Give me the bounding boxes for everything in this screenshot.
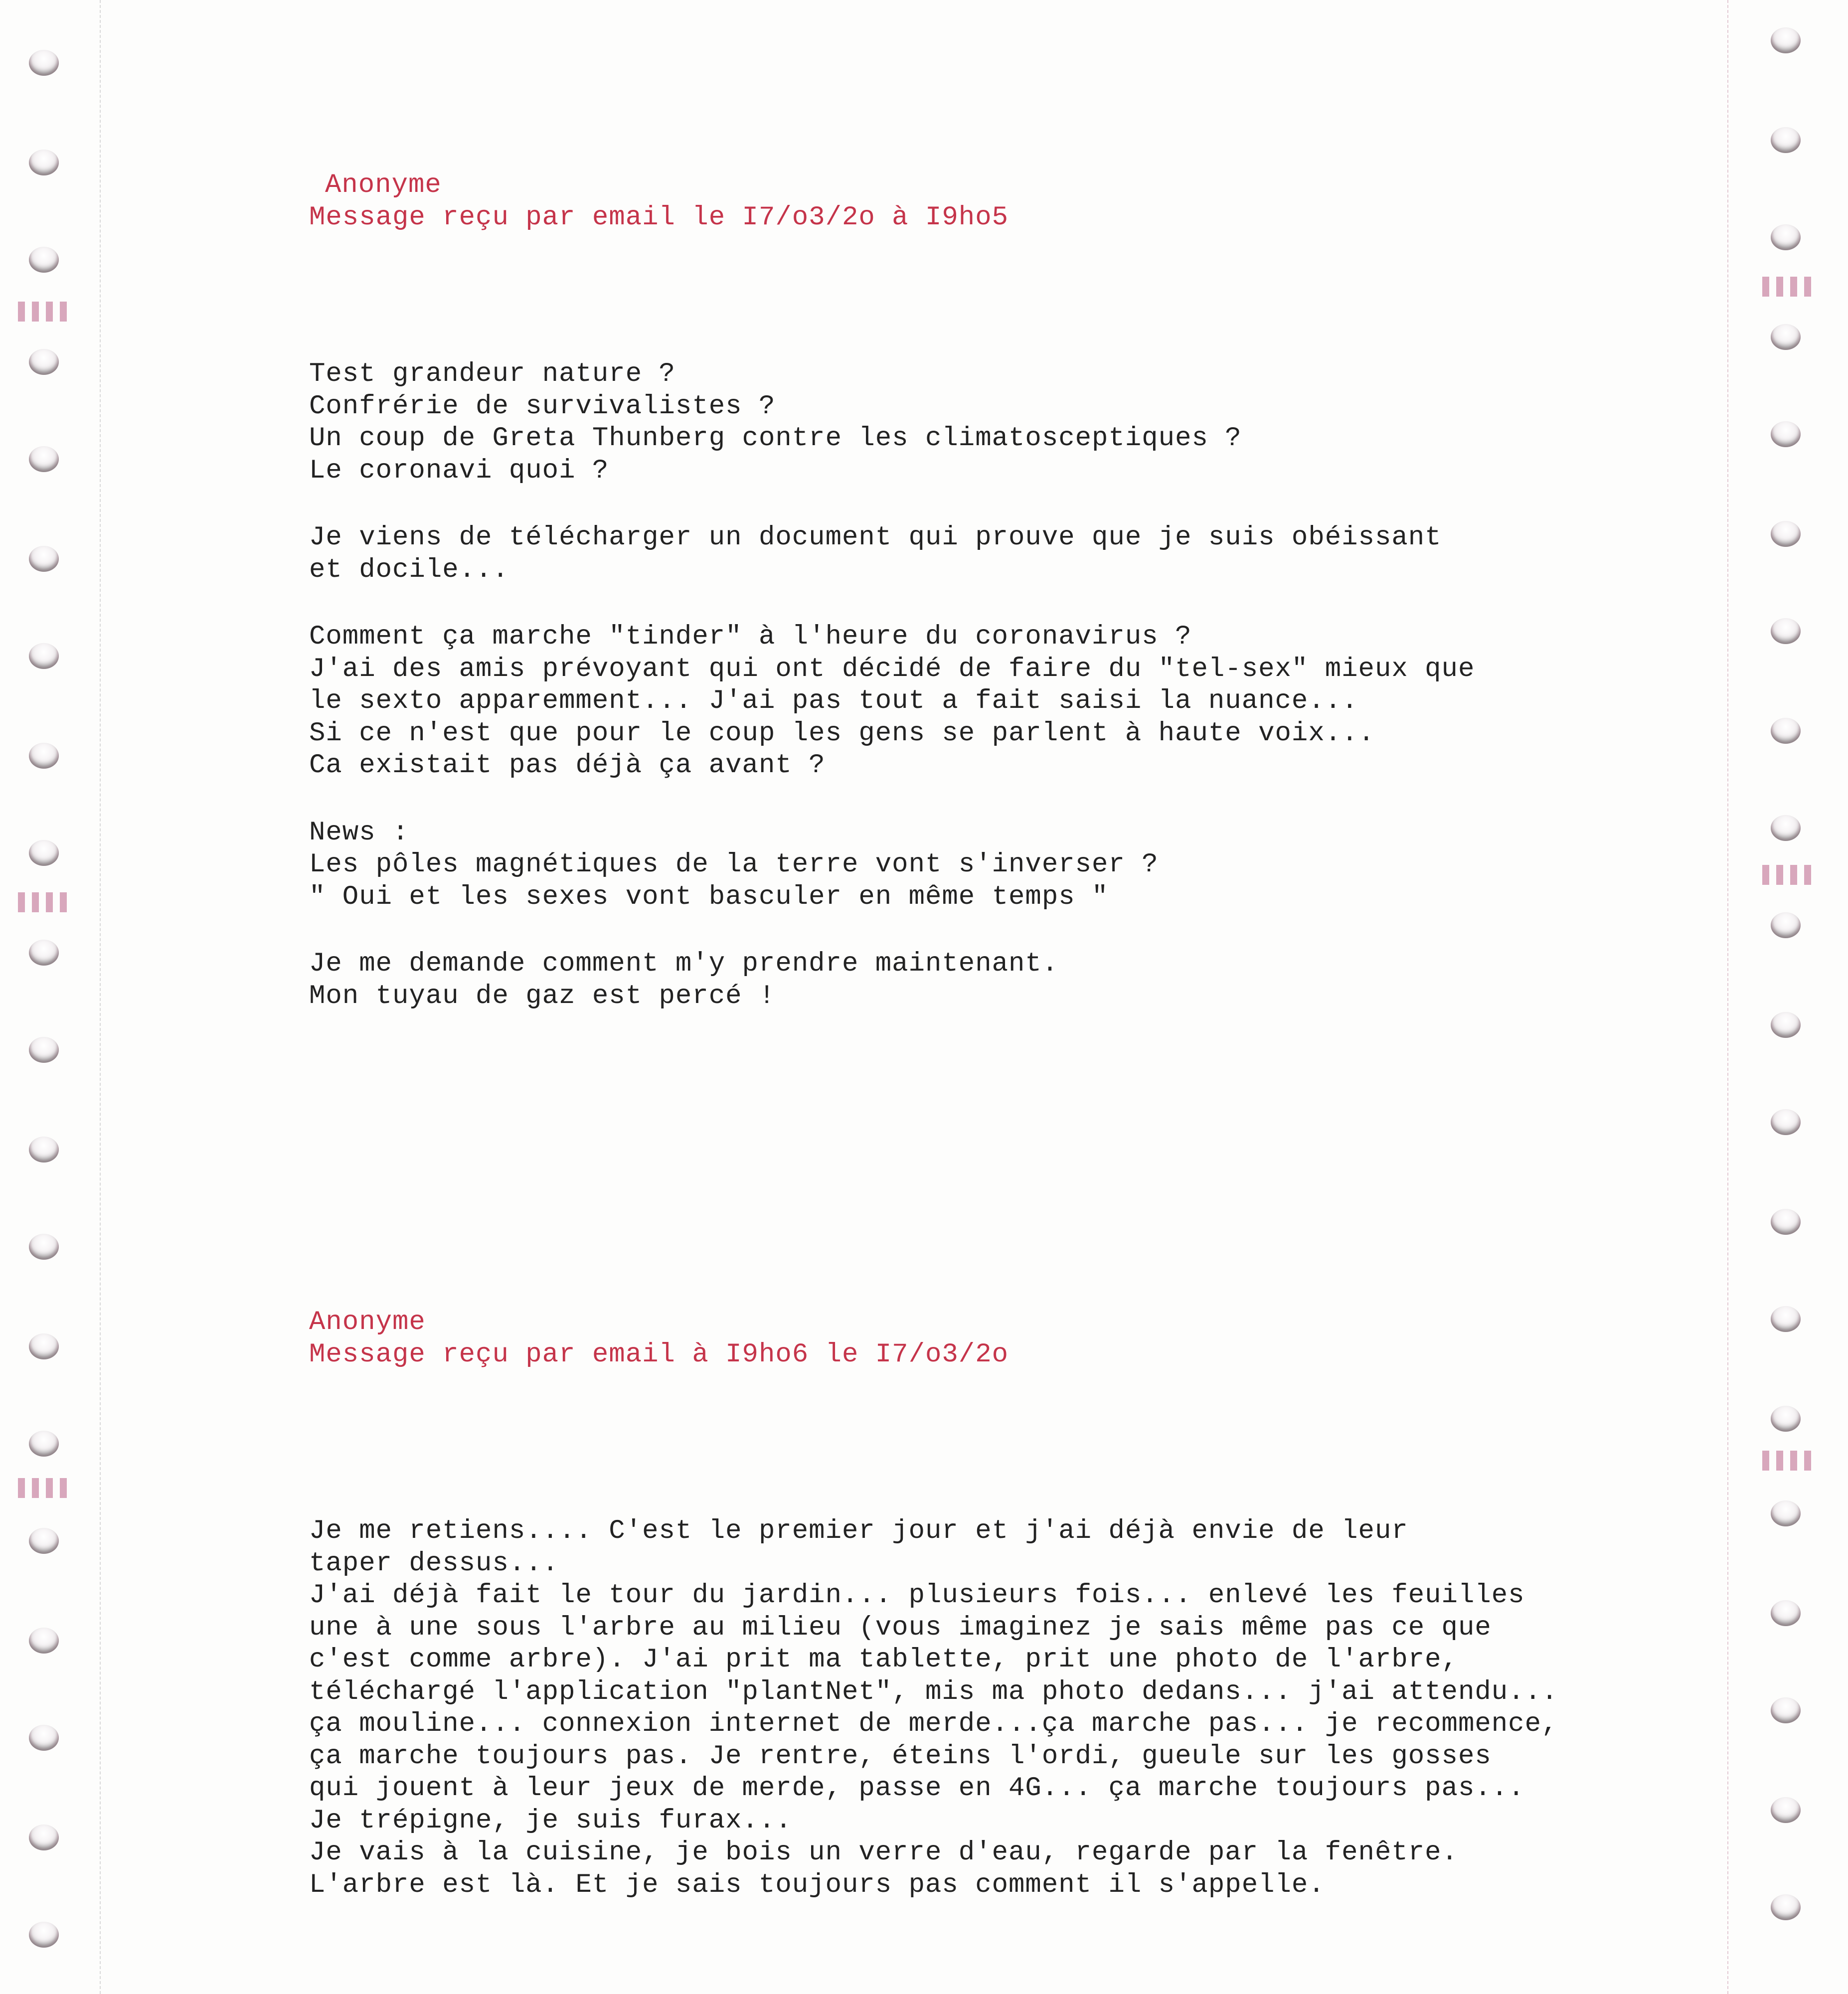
text-line: Les pôles magnétiques de la terre vont s'inverser ?	[309, 849, 1159, 880]
text-line: Je viens de télécharger un document qui prouve que je suis obéissant	[309, 522, 1442, 553]
message-header	[309, 169, 1555, 234]
feed-hole	[1771, 618, 1801, 644]
feed-hole	[29, 840, 59, 866]
text-line: Je vais à la cuisine, je bois un verre d'eau, regarde par la fenêtre.	[309, 1837, 1458, 1868]
left-tractor-feed-strip	[0, 0, 101, 1994]
right-tractor-feed-strip	[1727, 0, 1848, 1994]
text-line: Si ce n'est que pour le coup les gens se parlent à haute voix...	[309, 718, 1375, 749]
feed-hole	[29, 150, 59, 175]
text-line: Comment ça marche "tinder" à l'heure du coronavirus ?	[309, 622, 1192, 652]
perforation-marks	[1762, 865, 1817, 885]
text-line: Test grandeur nature ?	[309, 359, 675, 389]
feed-hole	[29, 643, 59, 669]
feed-hole	[1771, 27, 1801, 53]
text-line: ça mouline... connexion internet de merde...ça marche pas... je recommence,	[309, 1709, 1558, 1739]
text-line: Je trépigne, je suis furax...	[309, 1805, 792, 1836]
feed-hole	[1771, 1894, 1801, 1920]
perforation-marks	[18, 302, 73, 322]
feed-hole	[29, 446, 59, 472]
feed-hole	[1771, 912, 1801, 938]
text-line: Je me demande comment m'y prendre maintenant.	[309, 949, 1059, 979]
feed-hole	[29, 1922, 59, 1948]
feed-hole	[1771, 324, 1801, 350]
text-line: Mon tuyau de gaz est percé !	[309, 981, 776, 1011]
feed-hole	[29, 50, 59, 76]
text-line: J'ai des amis prévoyant qui ont décidé de faire du "tel-sex" mieux que	[309, 654, 1475, 684]
feed-hole	[1771, 421, 1801, 447]
text-line: taper dessus...	[309, 1548, 559, 1579]
message-body	[309, 1515, 1558, 1901]
feed-hole	[1771, 127, 1801, 153]
feed-hole	[29, 546, 59, 572]
perforation-marks	[18, 892, 73, 912]
message-body	[309, 358, 1555, 1012]
text-line: " Oui et les sexes vont basculer en même temps "	[309, 881, 1109, 912]
feed-hole	[1771, 718, 1801, 744]
feed-hole	[29, 349, 59, 375]
text-line: Ca existait pas déjà ça avant ?	[309, 750, 826, 781]
feed-hole	[29, 940, 59, 966]
text-line: ça marche toujours pas. Je rentre, éteins l'ordi, gueule sur les gosses	[309, 1741, 1492, 1772]
feed-hole	[1771, 1697, 1801, 1723]
feed-hole	[29, 743, 59, 769]
text-line: c'est comme arbre). J'ai prit ma tablette, prit une photo de l'arbre,	[309, 1645, 1458, 1675]
typewritten-page	[309, 169, 1558, 1901]
feed-hole	[1771, 1209, 1801, 1235]
text-line: une à une sous l'arbre au milieu (vous imaginez je sais même pas ce que	[309, 1612, 1492, 1643]
feed-hole	[1771, 815, 1801, 841]
feed-hole	[29, 1825, 59, 1850]
feed-hole	[29, 1234, 59, 1260]
feed-hole	[29, 1628, 59, 1654]
text-line: Le coronavi quoi ?	[309, 455, 609, 486]
feed-hole	[29, 247, 59, 273]
text-line: Confrérie de survivalistes ?	[309, 391, 776, 422]
feed-hole	[1771, 224, 1801, 250]
text-line: Un coup de Greta Thunberg contre les climatosceptiques ?	[309, 423, 1242, 454]
feed-hole	[1771, 1500, 1801, 1526]
text-line: News :	[309, 817, 409, 848]
feed-hole	[29, 1333, 59, 1359]
sender-name: Anonyme	[325, 170, 442, 200]
feed-hole	[29, 1137, 59, 1163]
message-header	[309, 1307, 1555, 1371]
feed-hole	[29, 1037, 59, 1063]
feed-hole	[1771, 1306, 1801, 1332]
feed-hole	[29, 1528, 59, 1554]
text-line: le sexto apparemment... J'ai pas tout a fait saisi la nuance...	[309, 686, 1358, 716]
text-line: J'ai déjà fait le tour du jardin... plusieurs fois... enlevé les feuilles	[309, 1580, 1525, 1611]
text-line: L'arbre est là. Et je sais toujours pas comment il s'appelle.	[309, 1869, 1325, 1900]
feed-hole	[1771, 1600, 1801, 1626]
feed-hole	[1771, 1406, 1801, 1432]
feed-hole	[29, 1725, 59, 1751]
text-line: téléchargé l'application "plantNet", mis ma photo dedans... j'ai attendu...	[309, 1676, 1558, 1707]
text-line: qui jouent à leur jeux de merde, passe en 4G... ça marche toujours pas...	[309, 1773, 1525, 1804]
feed-hole	[1771, 1109, 1801, 1135]
feed-hole	[1771, 521, 1801, 547]
feed-hole	[1771, 1012, 1801, 1038]
text-line: Je me retiens.... C'est le premier jour et j'ai déjà envie de leur	[309, 1516, 1408, 1546]
received-line: Message reçu par email à I9ho6 le I7/o3/2o	[309, 1339, 1009, 1370]
perforation-marks	[18, 1478, 73, 1498]
text-line: et docile...	[309, 554, 509, 585]
perforation-marks	[1762, 1451, 1817, 1471]
received-line: Message reçu par email le I7/o3/2o à I9ho5	[309, 202, 1009, 233]
feed-hole	[29, 1431, 59, 1457]
perforation-marks	[1762, 277, 1817, 297]
sender-name: Anonyme	[309, 1307, 426, 1337]
feed-hole	[1771, 1797, 1801, 1823]
